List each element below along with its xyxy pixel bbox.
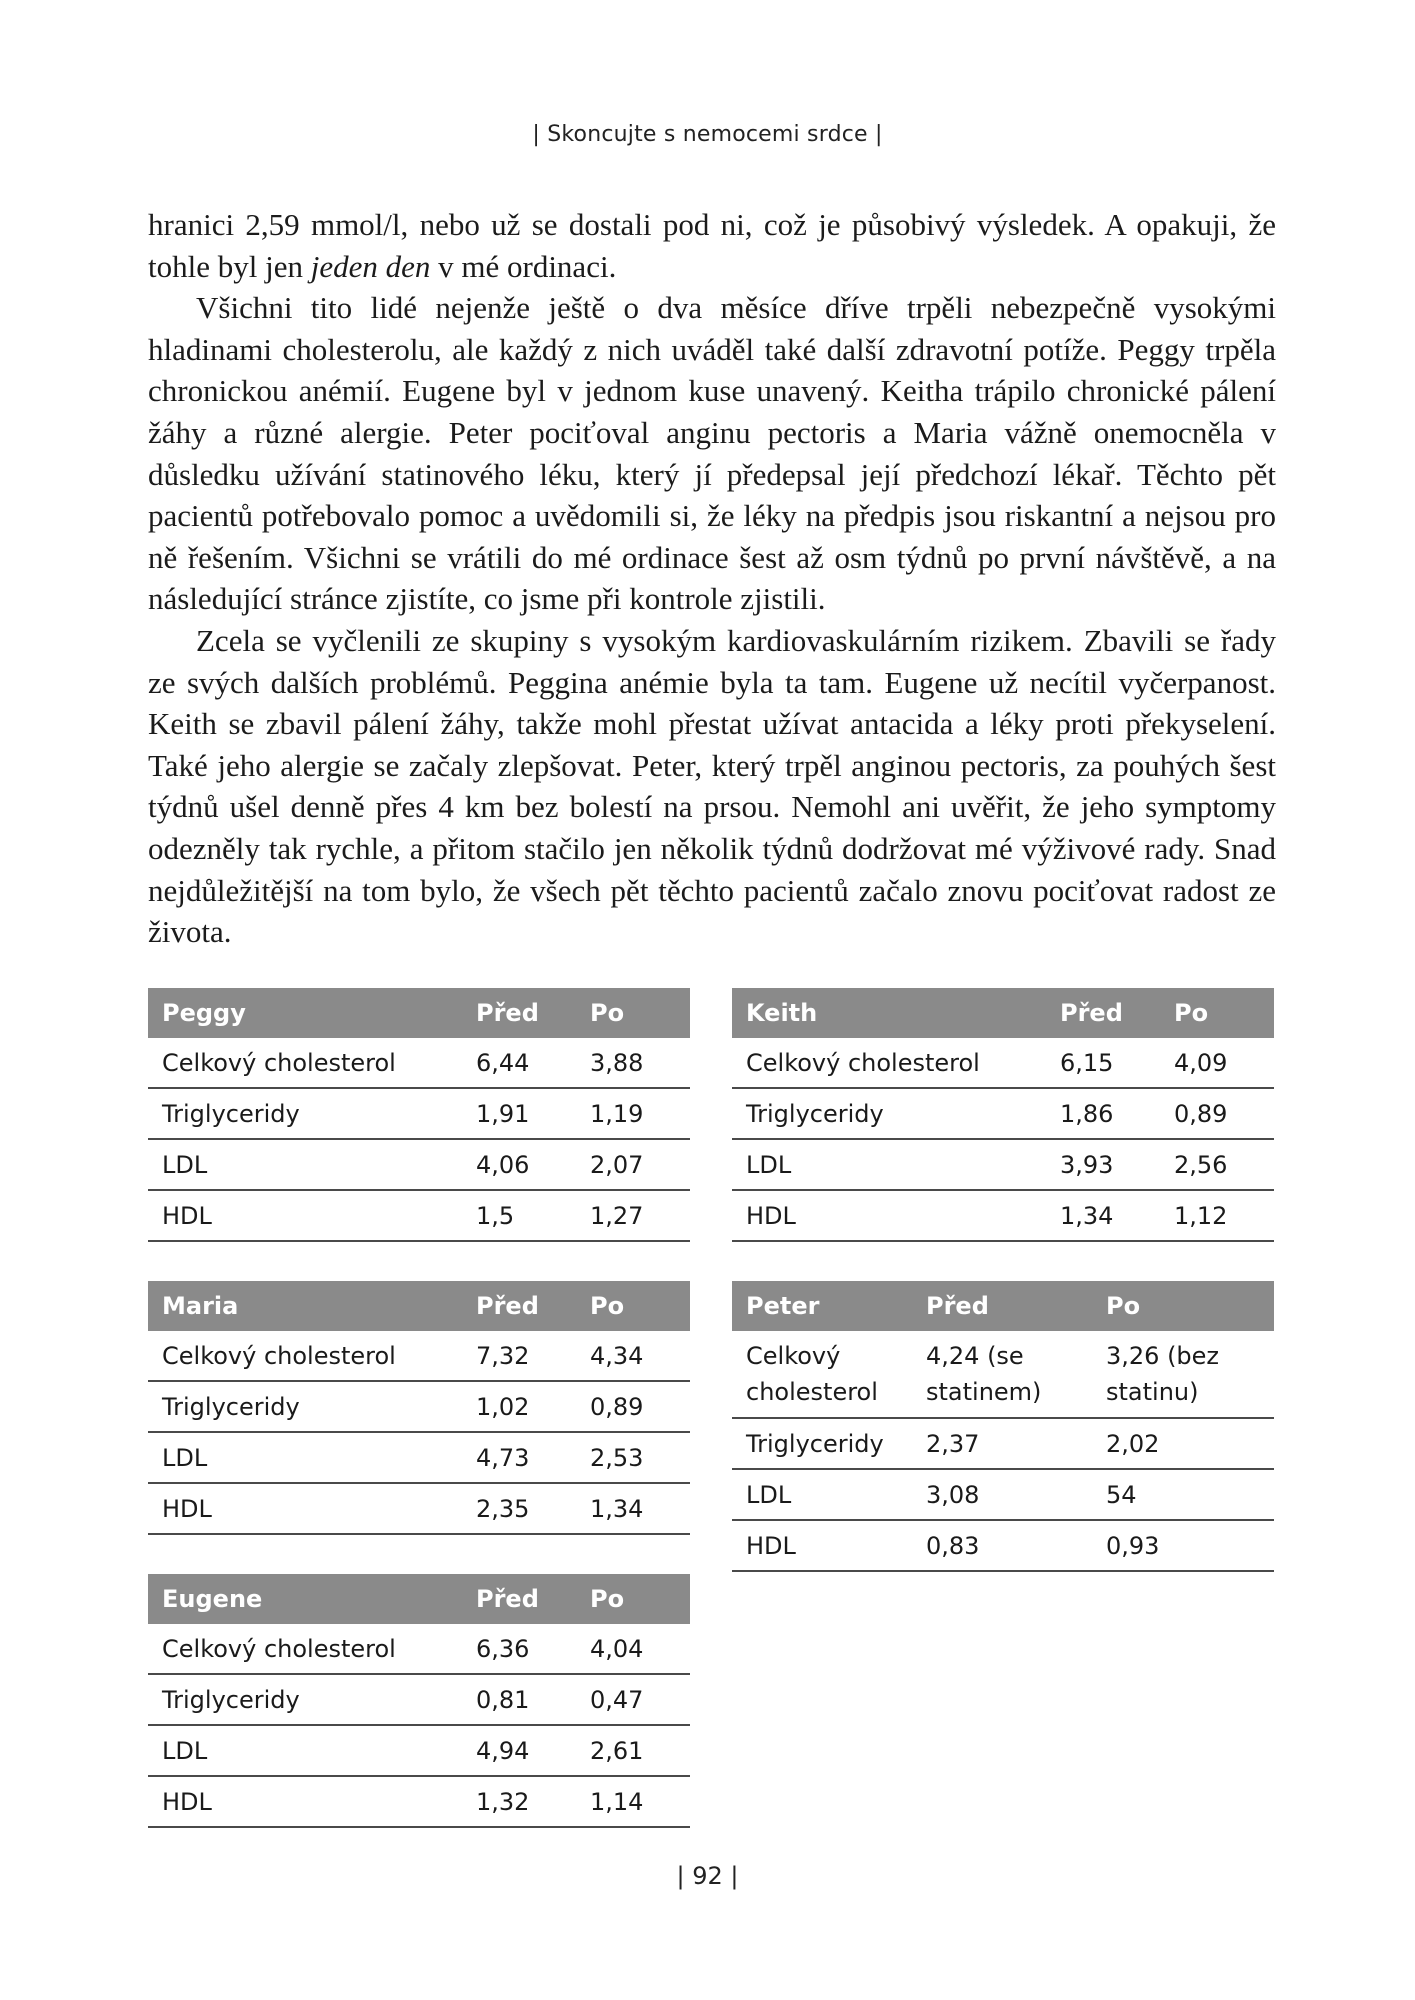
table-header-after: Po bbox=[1092, 1281, 1274, 1331]
value-before: 0,81 bbox=[462, 1674, 576, 1725]
value-after: 1,12 bbox=[1160, 1190, 1274, 1241]
value-after: 2,02 bbox=[1092, 1418, 1274, 1469]
value-before: 4,94 bbox=[462, 1725, 576, 1776]
value-before: 3,08 bbox=[912, 1469, 1092, 1520]
paragraph-3: Zcela se vyčlenili ze skupiny s vysokým kardiovaskulárním rizikem. Zbavili se řady ze svých dalších problémů. Peggina anémie byla ta tam. Eugene už necítil vyčerpanost. Keith se zbavil pálení žáhy, takže mohl přestat užívat antacida a léky proti překyselení. Také jeho alergie se začaly zlepšovat. Peter, který trpěl anginou pectoris, za pouhých šest týdnů ušel denně přes 4 km bez bolestí na prsou. Nemohl ani uvěřit, že jeho symptomy odezněly tak rychle, a přitom stačilo jen několik týdnů dodržovat mé výživové rady. Snad nejdůležitější na tom bylo, že všech pět těchto pacientů začalo znovu pociťovat radost ze života. bbox=[148, 622, 1276, 950]
row-label: Triglyceridy bbox=[148, 1674, 462, 1725]
table-row bbox=[732, 1418, 1274, 1469]
value-before: 1,34 bbox=[1046, 1190, 1160, 1241]
value-before: 0,83 bbox=[912, 1520, 1092, 1571]
table-peter bbox=[732, 1281, 1274, 1572]
table-row bbox=[148, 1674, 690, 1725]
value-after: 2,53 bbox=[576, 1432, 690, 1483]
row-label: HDL bbox=[148, 1776, 462, 1827]
table-row bbox=[148, 1624, 690, 1674]
value-after: 4,34 bbox=[576, 1331, 690, 1381]
row-label: LDL bbox=[148, 1725, 462, 1776]
value-after: 4,04 bbox=[576, 1624, 690, 1674]
value-after: 0,93 bbox=[1092, 1520, 1274, 1571]
table-header-after: Po bbox=[1160, 988, 1274, 1038]
paragraph-1-text-a: hranici 2,59 mmol/l, nebo už se dostali pod ni, což je působivý výsledek. A opakuji, že tohle byl jen bbox=[148, 207, 1276, 284]
body-text bbox=[148, 204, 1276, 953]
row-label: LDL bbox=[732, 1139, 1046, 1190]
table-row bbox=[148, 1038, 690, 1088]
table-header-before: Před bbox=[462, 988, 576, 1038]
table-peggy bbox=[148, 988, 690, 1242]
paragraph-2: Všichni tito lidé nejenže ještě o dva měsíce dříve trpěli nebezpečně vysokými hladinami cholesterolu, ale každý z nich uváděl také další zdravotní potíže. Peggy trpěla chronickou anémií. Eugene byl v jednom kuse unavený. Keitha trápilo chronické pálení žáhy a různé alergie. Peter pociťoval anginu pectoris a Maria vážně onemocněla v důsledku užívání statinového léku, který jí předepsal její předchozí lékař. Těchto pět pacientů potřebovalo pomoc a uvědomili si, že léky na předpis jsou riskantní a nejsou pro ně řešením. Všichni se vrátili do mé ordinace šest až osm týdnů po první návštěvě, a na následující stránce zjistíte, co jsme při kontrole zjistili. bbox=[148, 290, 1276, 617]
table-row bbox=[148, 1725, 690, 1776]
row-label: Triglyceridy bbox=[732, 1088, 1046, 1139]
value-before: 6,15 bbox=[1046, 1038, 1160, 1088]
table-header-name: Keith bbox=[732, 988, 1046, 1038]
table-eugene bbox=[148, 1574, 690, 1828]
value-before: 1,5 bbox=[462, 1190, 576, 1241]
value-after: 1,19 bbox=[576, 1088, 690, 1139]
paragraph-1-emphasis: jeden den bbox=[310, 248, 431, 284]
table-row bbox=[732, 1190, 1274, 1241]
table-row bbox=[732, 1088, 1274, 1139]
value-after: 3,26 (bez statinu) bbox=[1092, 1331, 1274, 1418]
value-before: 4,73 bbox=[462, 1432, 576, 1483]
table-maria bbox=[148, 1281, 690, 1535]
row-label: Celkový cholesterol bbox=[148, 1624, 462, 1674]
table-row bbox=[148, 1139, 690, 1190]
table-row bbox=[732, 1139, 1274, 1190]
value-before: 1,86 bbox=[1046, 1088, 1160, 1139]
value-after: 0,89 bbox=[1160, 1088, 1274, 1139]
row-label: Triglyceridy bbox=[732, 1418, 912, 1469]
page-number: | 92 | bbox=[676, 1862, 739, 1890]
table-row bbox=[148, 1432, 690, 1483]
table-row bbox=[148, 1381, 690, 1432]
table-header-before: Před bbox=[1046, 988, 1160, 1038]
value-before: 4,24 (se statinem) bbox=[912, 1331, 1092, 1418]
table-header-row bbox=[148, 1574, 690, 1624]
table-row bbox=[148, 1776, 690, 1827]
table-header-before: Před bbox=[462, 1281, 576, 1331]
paragraph-1 bbox=[148, 204, 1276, 287]
paragraph-1-text-b: v mé ordinaci. bbox=[430, 248, 617, 284]
row-label: HDL bbox=[148, 1190, 462, 1241]
value-before: 3,93 bbox=[1046, 1139, 1160, 1190]
table-row bbox=[148, 1088, 690, 1139]
table-header-row bbox=[732, 1281, 1274, 1331]
row-label: LDL bbox=[148, 1139, 462, 1190]
row-label: Triglyceridy bbox=[148, 1088, 462, 1139]
value-after: 2,61 bbox=[576, 1725, 690, 1776]
table-header-row bbox=[732, 988, 1274, 1038]
table-header-before: Před bbox=[462, 1574, 576, 1624]
table-header-name: Peggy bbox=[148, 988, 462, 1038]
table-header-before: Před bbox=[912, 1281, 1092, 1331]
row-label: Celkový cholesterol bbox=[148, 1331, 462, 1381]
value-before: 6,44 bbox=[462, 1038, 576, 1088]
table-row bbox=[732, 1520, 1274, 1571]
row-label: Triglyceridy bbox=[148, 1381, 462, 1432]
value-before: 1,02 bbox=[462, 1381, 576, 1432]
table-header-name: Maria bbox=[148, 1281, 462, 1331]
value-after: 1,34 bbox=[576, 1483, 690, 1534]
running-head: | Skoncujte s nemocemi srdce | bbox=[532, 122, 883, 147]
value-after: 0,89 bbox=[576, 1381, 690, 1432]
value-after: 54 bbox=[1092, 1469, 1274, 1520]
table-row bbox=[732, 1331, 1274, 1418]
row-label: LDL bbox=[148, 1432, 462, 1483]
value-before: 4,06 bbox=[462, 1139, 576, 1190]
value-after: 2,56 bbox=[1160, 1139, 1274, 1190]
table-header-after: Po bbox=[576, 1281, 690, 1331]
value-after: 1,14 bbox=[576, 1776, 690, 1827]
value-before: 2,35 bbox=[462, 1483, 576, 1534]
table-row bbox=[148, 1483, 690, 1534]
row-label: Celkový cholesterol bbox=[148, 1038, 462, 1088]
value-before: 7,32 bbox=[462, 1331, 576, 1381]
row-label: HDL bbox=[732, 1520, 912, 1571]
table-row bbox=[732, 1038, 1274, 1088]
table-row bbox=[148, 1331, 690, 1381]
table-header-after: Po bbox=[576, 1574, 690, 1624]
value-before: 2,37 bbox=[912, 1418, 1092, 1469]
table-header-after: Po bbox=[576, 988, 690, 1038]
row-label: LDL bbox=[732, 1469, 912, 1520]
value-after: 2,07 bbox=[576, 1139, 690, 1190]
table-header-row bbox=[148, 1281, 690, 1331]
row-label: HDL bbox=[732, 1190, 1046, 1241]
table-row bbox=[732, 1469, 1274, 1520]
value-before: 1,32 bbox=[462, 1776, 576, 1827]
value-after: 0,47 bbox=[576, 1674, 690, 1725]
table-keith bbox=[732, 988, 1274, 1242]
table-header-row bbox=[148, 988, 690, 1038]
value-before: 1,91 bbox=[462, 1088, 576, 1139]
value-after: 3,88 bbox=[576, 1038, 690, 1088]
value-after: 1,27 bbox=[576, 1190, 690, 1241]
value-after: 4,09 bbox=[1160, 1038, 1274, 1088]
row-label: Celkový cholesterol bbox=[732, 1331, 912, 1418]
row-label: Celkový cholesterol bbox=[732, 1038, 1046, 1088]
table-header-name: Eugene bbox=[148, 1574, 462, 1624]
row-label: HDL bbox=[148, 1483, 462, 1534]
value-before: 6,36 bbox=[462, 1624, 576, 1674]
table-header-name: Peter bbox=[732, 1281, 912, 1331]
table-row bbox=[148, 1190, 690, 1241]
